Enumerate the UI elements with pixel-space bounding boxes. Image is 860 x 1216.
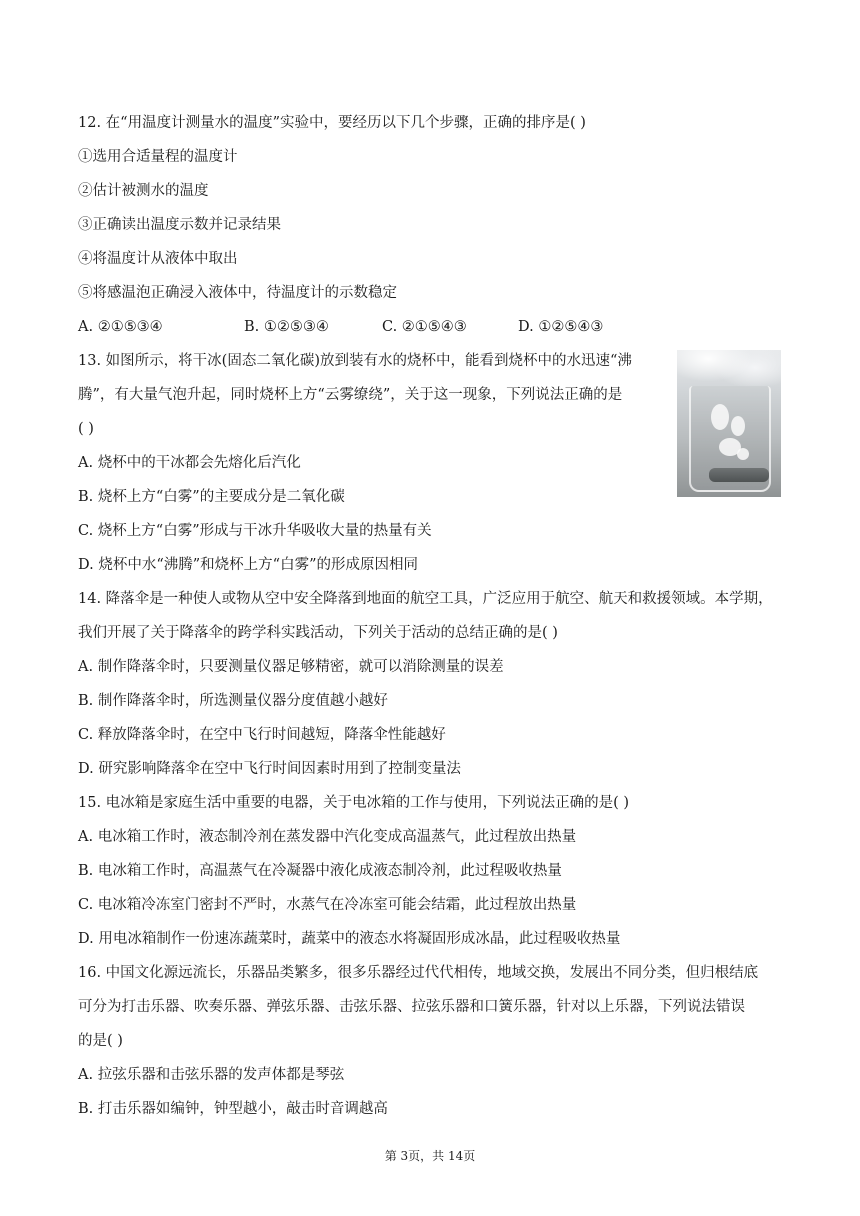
q12-option-b: B. ①②⑤③④: [244, 319, 329, 335]
q16-option-b: B. 打击乐器如编钟，钟型越小，敲击时音调越高: [78, 1101, 388, 1117]
q12-step-5: ⑤将感温泡正确浸入液体中，待温度计的示数稳定: [78, 285, 397, 301]
q14-option-d: D. 研究影响降落伞在空中飞行时间因素时用到了控制变量法: [78, 761, 461, 777]
q13-stem-line-3: ( ): [78, 421, 94, 437]
bubble: [737, 448, 749, 460]
dry-ice-chunk: [709, 468, 769, 482]
q12-option-c: C. ②①⑤④③: [382, 319, 467, 335]
q16-option-a: A. 拉弦乐器和击弦乐器的发声体都是琴弦: [78, 1067, 345, 1083]
q14-stem-line-2: 我们开展了关于降落伞的跨学科实践活动，下列关于活动的总结正确的是( ): [78, 625, 558, 641]
q14-option-c: C. 释放降落伞时，在空中飞行时间越短，降落伞性能越好: [78, 727, 446, 743]
q16-stem-line-3: 的是( ): [78, 1033, 123, 1049]
q15-option-b: B. 电冰箱工作时，高温蒸气在冷凝器中液化成液态制冷剂，此过程吸收热量: [78, 863, 562, 879]
q13-stem-line-1: 13. 如图所示，将干冰(固态二氧化碳)放到装有水的烧杯中，能看到烧杯中的水迅速“沸: [78, 353, 632, 369]
q13-option-d: D. 烧杯中水“沸腾”和烧杯上方“白雾”的形成原因相同: [78, 557, 418, 573]
q13-option-b: B. 烧杯上方“白雾”的主要成分是二氧化碳: [78, 489, 345, 505]
q16-stem-line-1: 16. 中国文化源远流长，乐器品类繁多，很多乐器经过代代相传，地域交换，发展出不同分类，但归根结底: [78, 965, 759, 981]
q15-option-c: C. 电冰箱冷冻室门密封不严时，水蒸气在冷冻室可能会结霜，此过程放出热量: [78, 897, 577, 913]
q14-option-b: B. 制作降落伞时，所选测量仪器分度值越小越好: [78, 693, 388, 709]
bubble: [731, 416, 745, 436]
bubble: [711, 404, 729, 430]
q13-option-c: C. 烧杯上方“白雾”形成与干冰升华吸收大量的热量有关: [78, 523, 432, 539]
q15-option-d: D. 用电冰箱制作一份速冻蔬菜时，蔬菜中的液态水将凝固形成冰晶，此过程吸收热量: [78, 931, 621, 947]
q12-step-4: ④将温度计从液体中取出: [78, 251, 238, 267]
q12-step-2: ②估计被测水的温度: [78, 183, 209, 199]
q14-stem-line-1: 14. 降落伞是一种使人或物从空中安全降落到地面的航空工具，广泛应用于航空、航天和救援领域。本学期，: [78, 591, 773, 607]
q12-stem: 12. 在“用温度计测量水的温度”实验中，要经历以下几个步骤，正确的排序是( ): [78, 115, 586, 131]
q16-stem-line-2: 可分为打击乐器、吹奏乐器、弹弦乐器、击弦乐器、拉弦乐器和口簧乐器，针对以上乐器，下列说法错误: [78, 999, 745, 1015]
page-number: 第 3页，共 14页: [384, 1149, 476, 1163]
q12-step-1: ①选用合适量程的温度计: [78, 149, 238, 165]
q15-stem: 15. 电冰箱是家庭生活中重要的电器，关于电冰箱的工作与使用，下列说法正确的是( ): [78, 795, 630, 811]
q12-step-3: ③正确读出温度示数并记录结果: [78, 217, 281, 233]
q13-stem-line-2: 腾”，有大量气泡升起，同时烧杯上方“云雾缭绕”，关于这一现象，下列说法正确的是: [78, 387, 623, 403]
q12-option-d: D. ①②⑤④③: [518, 319, 604, 335]
dry-ice-beaker-photo: [677, 350, 781, 497]
q14-option-a: A. 制作降落伞时，只要测量仪器足够精密，就可以消除测量的误差: [78, 659, 504, 675]
q15-option-a: A. 电冰箱工作时，液态制冷剂在蒸发器中汽化变成高温蒸气，此过程放出热量: [78, 829, 577, 845]
beaker-shape: [689, 386, 771, 492]
q13-option-a: A. 烧杯中的干冰都会先熔化后汽化: [78, 455, 301, 471]
q12-option-a: A. ②①⑤③④: [78, 319, 163, 335]
